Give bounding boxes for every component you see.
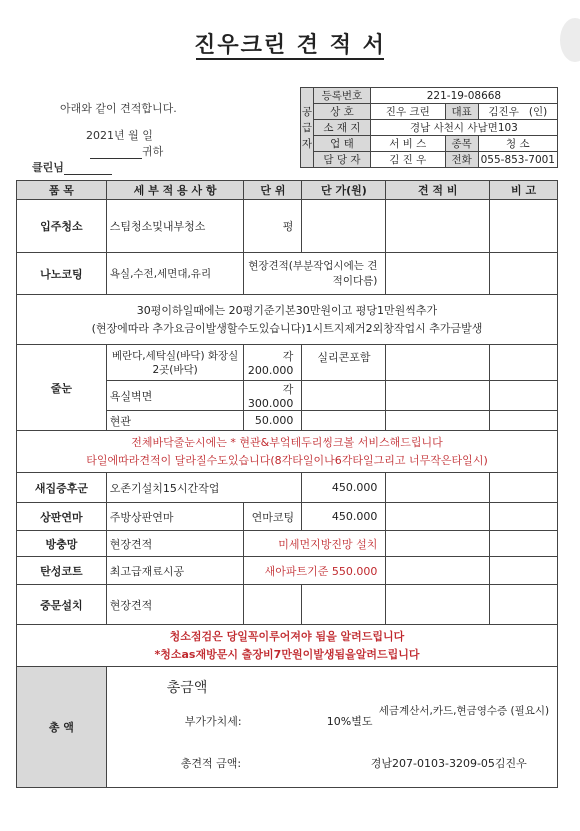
estimate-table <box>16 180 558 788</box>
final-notice: 청소점검은 당일꼭이루어져야 됨을 알려드립니다 *청소as재방문시 출장비7만원이발생됨을알려드립니다 <box>17 625 558 667</box>
header-unit: 단 위 <box>244 181 302 200</box>
table-row <box>17 531 558 557</box>
estimate-date: 2021년 월 일 <box>86 129 153 142</box>
total-sum-label: 총견적 금액: <box>180 757 242 770</box>
address-label: 소 재 지 <box>313 120 370 136</box>
table-row <box>17 200 558 253</box>
grout-entrance-detail: 현관 <box>106 411 244 431</box>
business-item-label: 종목 <box>445 136 478 152</box>
countertop-category: 상판연마 <box>17 503 107 531</box>
carbon-coat-detail: 최고급재료시공 <box>106 557 244 585</box>
intro-text: 아래와 같이 견적합니다. <box>60 102 177 115</box>
grout-category: 줄눈 <box>17 345 107 431</box>
manager-value: 김 진 우 <box>370 152 445 168</box>
grout-balcony-note: 실리콘포함 <box>302 345 386 381</box>
screen-note: 미세먼지방진망 설치 <box>244 531 386 557</box>
supplier-table <box>300 87 558 168</box>
door-category: 중문설치 <box>17 585 107 625</box>
phone-value: 055-853-7001 <box>478 152 557 168</box>
business-item-value: 청 소 <box>478 136 557 152</box>
sick-house-detail: 오존기설치15시간작업 <box>106 473 302 503</box>
move-in-estimate-cell[interactable] <box>386 200 490 253</box>
business-type-label: 업 태 <box>313 136 370 152</box>
screen-category: 방충망 <box>17 531 107 557</box>
manager-label: 담 당 자 <box>313 152 370 168</box>
recipient-field[interactable] <box>90 145 142 159</box>
grout-service-note: 전체바닥줄눈시에는 * 현관&부엌테두리씽크볼 서비스해드립니다 타일에따라견적이 달라질수도있습니다(8각타일이나6각타일그리고 너무작은타일시) <box>17 431 558 473</box>
seal-mark: (인) <box>528 106 548 118</box>
reg-no-label: 등록번호 <box>313 88 370 104</box>
total-cell <box>106 667 557 788</box>
total-row <box>17 667 558 788</box>
header-estimate: 견 적 비 <box>386 181 490 200</box>
nano-estimate-cell[interactable] <box>386 253 490 295</box>
header-unit-price: 단 가(원) <box>302 181 386 200</box>
sick-house-price: 450.000 <box>302 473 386 503</box>
document-title: 진우크린 견 적 서 <box>194 33 386 58</box>
move-in-unit: 평 <box>244 200 302 253</box>
table-row <box>17 295 558 345</box>
cleaner-line <box>32 159 112 175</box>
grout-entrance-price: 50.000 <box>244 411 302 431</box>
table-row <box>17 345 558 381</box>
nano-category: 나노코팅 <box>17 253 107 295</box>
vat-note: 세금계산서,카드,현금영수증 (필요시) <box>378 705 550 717</box>
company-name-label: 상 호 <box>313 104 370 120</box>
grout-balcony-detail: 베란다,세탁실(바닥) 화장실2곳(바닥) <box>106 345 244 381</box>
recipient-suffix: 귀하 <box>142 145 164 158</box>
header-remarks: 비 고 <box>490 181 558 200</box>
table-header-row <box>17 181 558 200</box>
nano-note: 현장견적(부분작업시에는 견적이다름) <box>244 253 386 295</box>
carbon-coat-category: 탄성코트 <box>17 557 107 585</box>
table-row <box>17 431 558 473</box>
vat-label: 부가가치세: <box>184 715 242 728</box>
table-row <box>17 473 558 503</box>
table-row <box>17 503 558 531</box>
table-row <box>17 585 558 625</box>
grout-bath-wall-detail: 욕실벽면 <box>106 381 244 411</box>
phone-label: 전화 <box>445 152 478 168</box>
countertop-detail: 주방상판연마 <box>106 503 244 531</box>
move-in-pricing-note: 30평이하일때에는 20평기준기본30만원이고 평당1만원씩추가 (현장에따라 추가요금이발생할수도있습니다)1시트지제거2외창작업시 추가금발생 <box>17 295 558 345</box>
carbon-coat-note: 새아파트기준 550.000 <box>244 557 386 585</box>
table-row <box>17 253 558 295</box>
total-heading: 총금액 <box>166 680 208 696</box>
screen-detail: 현장견적 <box>106 531 244 557</box>
vat-value: 10%별도 <box>326 715 373 728</box>
grout-bath-wall-price: 각300.000 <box>244 381 302 411</box>
bank-account: 경남207-0103-3209-05김진우 <box>370 757 527 770</box>
header-detail: 세 부 적 용 사 항 <box>106 181 244 200</box>
recipient-line <box>90 143 163 159</box>
header-item: 품 목 <box>17 181 107 200</box>
table-row <box>17 557 558 585</box>
cleaner-field[interactable] <box>64 161 112 175</box>
rep-label: 대표 <box>445 104 478 120</box>
supplier-side-label: 공 급 자 <box>301 88 314 168</box>
move-in-category: 입주청소 <box>17 200 107 253</box>
cleaner-label: 클린님 <box>32 161 64 174</box>
countertop-unit: 연마코팅 <box>244 503 302 531</box>
door-detail: 현장견적 <box>106 585 244 625</box>
rep-value: 김진우 (인) <box>478 104 557 120</box>
sick-house-category: 새집증후군 <box>17 473 107 503</box>
move-in-detail: 스팀청소및내부청소 <box>106 200 244 253</box>
nano-detail: 욕실,수전,세면대,유리 <box>106 253 244 295</box>
business-type-value: 서 비 스 <box>370 136 445 152</box>
countertop-price: 450.000 <box>302 503 386 531</box>
table-row <box>17 625 558 667</box>
title-underline <box>196 58 384 60</box>
total-label: 총 액 <box>17 667 107 788</box>
grout-balcony-price: 각200.000 <box>244 345 302 381</box>
address-value: 경남 사천시 사남면103 <box>370 120 557 136</box>
company-name-value: 진우 크린 <box>370 104 445 120</box>
reg-no-value: 221-19-08668 <box>370 88 557 104</box>
